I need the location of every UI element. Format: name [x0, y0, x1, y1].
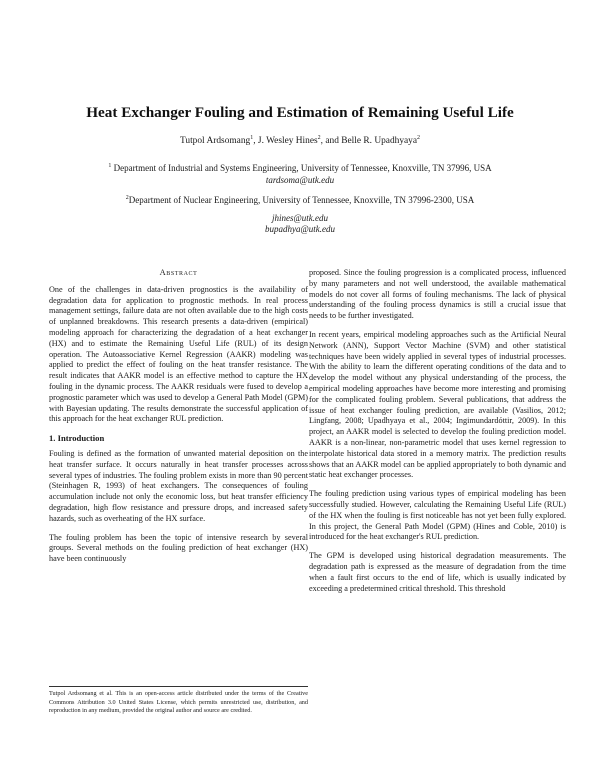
affiliation-text: Department of Industrial and Systems Engineering, University of Tennessee, Knoxville, TN 37996, USA: [113, 163, 492, 173]
email: jhines@utk.edu: [271, 212, 329, 223]
affiliation-sup: 2: [125, 195, 129, 201]
abstract-heading: Abstract: [159, 268, 198, 277]
paragraph: The fouling problem has been the topic of intensive research by several groups. Several methods on the fouling prediction of heat exchanger (HX) have been continuously: [49, 532, 308, 564]
right-column: [309, 268, 566, 602]
author-line: [40, 136, 560, 146]
abstract-text: One of the challenges in data-driven prognostics is the availability of degradation data for application to prognostic methods. In real process management settings, failure data are not often available due to the high costs of unplanned breakdowns. This research presents a data-driven (empirical) modeling approach for characterizing the degradation of a heat exchanger (HX) and to estimate the Remaining Useful Life (RUL) of its design operation. The Autoassociative Kernel Regression (AAKR) modeling was applied to predict the effect of fouling on the heat transfer resistance. The result indicates that AAKR model is an effective method to capture the HX fouling in the dynamic process. The AAKR residuals were fused to develop a prognostic parameter which was used to develop a General Path Model (GPM) with Bayesian updating. The results demonstrate the successful application of this approach for the heat exchanger RUL prediction.: [49, 284, 308, 424]
footnote: Tutpol Ardsomang et al. This is an open-access article distributed under the terms of the Creative Commons Attribution 3.0 United States License, which permits unrestricted use, distribution, and reproduction in any medium, provided the original author and source are credited.: [49, 686, 308, 716]
affiliation-1: [40, 163, 560, 186]
author-name: Belle R. Upadhyaya: [341, 136, 418, 146]
paragraph: proposed. Since the fouling progression is a complicated process, influenced by many parameters and not well understood, the available mathematical models do not cover all forms of fouling mechanisms. The lack of physical understanding of the fouling process dynamics is still a crucial issue that needs to be further investigated.: [309, 268, 566, 321]
author-sup: 2: [417, 134, 421, 141]
paragraph: In recent years, empirical modeling approaches such as the Artificial Neural Network (ANN), Support Vector Machine (SVM) and other statistical techniques have been widely applied in several types of industrial processes. With the ability to learn the different operating conditions of the data and to develop the model without any physical understanding of the process, the empirical modeling approaches have become more interesting and promising for the complicated fouling problem. Several publications, that address the issue of heat exchanger fouling prediction, are available (Vasilios, 2012; Lingfang, 2008; Upadhyaya et al., 2004; Ingimundardóttir, 2009). In this project, an AAKR model is selected to develop the fouling prediction model. AAKR is a non-linear, non-parametric model that uses kernel regression to interpolate historical data stored in a memory matrix. The prediction results shows that an AAKR model can be applied appropriately to both dynamic and static heat exchanger processes.: [309, 329, 566, 480]
author-sup: 1: [250, 134, 254, 141]
paragraph: Fouling is defined as the formation of unwanted material deposition on the heat transfer surface. It occurs naturally in heat transfer processes across several types of industries. The fouling problem exists in more than 90 percent (Steinhagen R, 1993) of heat exchangers. The consequences of fouling accumulation include not only the economic loss, but heat transfer efficiency degradation, high flow resistance and pressure drops, and increased safety hazards, such as overheating of the HX surface.: [49, 448, 308, 523]
affiliation-2: [40, 195, 560, 236]
paragraph: The GPM is developed using historical degradation measurements. The degradation path is expressed as the measure of degradation from the time when a fault first occurs to the end of life, which is usually indicated by exceeding a predetermined critical threshold. This threshold: [309, 551, 566, 593]
author-name: J. Wesley Hines: [257, 136, 318, 146]
left-column: [49, 268, 308, 573]
author-sep: , and: [320, 136, 342, 146]
affiliation-sup: 1: [108, 163, 112, 169]
paper-title: Heat Exchanger Fouling and Estimation of Remaining Useful Life: [86, 104, 514, 121]
paragraph: The fouling prediction using various types of empirical modeling has been successfully studied. However, calculating the Remaining Useful Life (RUL) of the HX when the fouling is first noticeable has not yet been fully explored. In this project, the General Path Model (GPM) (Hines and Coble, 2010) is introduced for the heat exchanger's RUL prediction.: [309, 489, 566, 542]
author-name: Tutpol Ardsomang: [179, 136, 251, 146]
section-heading: 1. Introduction: [49, 433, 105, 444]
email: tardsoma@utk.edu: [265, 174, 335, 185]
author-sup: 2: [317, 134, 321, 141]
affiliation-text: Department of Nuclear Engineering, University of Tennessee, Knoxville, TN 37996-2300, USA: [128, 195, 475, 205]
author-sep: ,: [253, 136, 258, 146]
email: bupadhya@utk.edu: [264, 224, 335, 235]
